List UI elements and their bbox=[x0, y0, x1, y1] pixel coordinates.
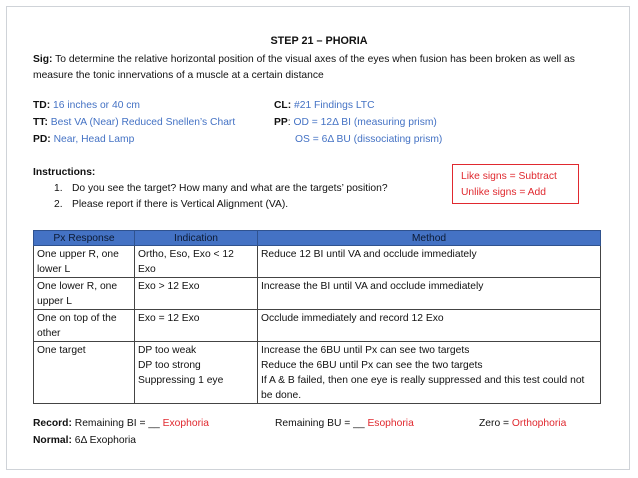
row4-response: One target bbox=[34, 342, 135, 404]
header-method: Method bbox=[258, 231, 601, 246]
signs-note-line-2: Unlike signs = Add bbox=[461, 187, 546, 198]
row1-indication: Ortho, Eso, Exo < 12 Exo bbox=[135, 246, 258, 278]
normal-value: 6Δ Exophoria bbox=[71, 435, 137, 446]
row2-indication: Exo > 12 Exo bbox=[135, 278, 258, 310]
row4-indication bbox=[135, 342, 258, 404]
record-label: Record: bbox=[33, 418, 72, 429]
sig-text: To determine the relative horizontal position of the visual axes of the eyes when fusion has been broken as well as measure the tonic innervations of a muscle at a certain distance bbox=[33, 54, 575, 81]
td-value: 16 inches or 40 cm bbox=[50, 100, 141, 111]
instructions-heading: Instructions: bbox=[33, 167, 96, 178]
pp-os-value: OS = 6Δ BU (dissociating prism) bbox=[295, 134, 443, 145]
row2-response: One lower R, one upper L bbox=[34, 278, 135, 310]
row1-method: Reduce 12 BI until VA and occlude immediately bbox=[258, 246, 601, 278]
row4-method-line-1: Increase the 6BU until Px can see two targets bbox=[261, 345, 470, 356]
record-line-zero bbox=[479, 417, 566, 430]
normal-line bbox=[33, 434, 136, 447]
record-zero-text: Zero = bbox=[479, 418, 512, 429]
pp-od-value: OD = 12Δ BI (measuring prism) bbox=[290, 117, 437, 128]
row3-method: Occlude immediately and record 12 Exo bbox=[258, 310, 601, 342]
table-row bbox=[34, 246, 601, 278]
record-bi-text: Remaining BI = __ bbox=[71, 418, 163, 429]
tt-value: Best VA (Near) Reduced Snellen’s Chart bbox=[47, 117, 236, 128]
record-zero-result: Orthophoria bbox=[511, 418, 567, 429]
row1-response: One upper R, one lower L bbox=[34, 246, 135, 278]
instruction-item-1-num: 1. bbox=[54, 183, 63, 194]
row3-indication: Exo = 12 Exo bbox=[135, 310, 258, 342]
sig-label: Sig: bbox=[33, 54, 53, 65]
record-bu-text: Remaining BU = __ bbox=[275, 418, 368, 429]
pp-field bbox=[274, 116, 437, 129]
cl-value: #21 Findings LTC bbox=[291, 100, 375, 111]
signs-note-line-1: Like signs = Subtract bbox=[461, 171, 557, 182]
record-bi-result: Exophoria bbox=[162, 418, 210, 429]
header-px-response: Px Response bbox=[34, 231, 135, 246]
normal-label: Normal: bbox=[33, 435, 72, 446]
pp-label: PP bbox=[274, 117, 288, 128]
table-header-row bbox=[34, 231, 601, 246]
signs-note-box bbox=[452, 164, 579, 204]
row4-indication-line-2: DP too strong bbox=[138, 360, 201, 371]
cl-field bbox=[274, 99, 375, 112]
td-field bbox=[33, 99, 140, 112]
instruction-item-2: Please report if there is Vertical Alignment (VA). bbox=[72, 199, 289, 210]
pd-value: Near, Head Lamp bbox=[50, 134, 135, 145]
sig-paragraph bbox=[33, 52, 608, 84]
table-row bbox=[34, 342, 601, 404]
header-indication: Indication bbox=[135, 231, 258, 246]
table-row bbox=[34, 278, 601, 310]
method-table bbox=[33, 230, 601, 404]
table-row bbox=[34, 310, 601, 342]
instruction-item-2-num: 2. bbox=[54, 199, 63, 210]
tt-field bbox=[33, 116, 235, 129]
pd-label: PD: bbox=[33, 134, 51, 145]
row4-method-line-2: Reduce the 6BU until Px can see the two targets bbox=[261, 360, 483, 371]
record-line-bu bbox=[275, 417, 414, 430]
page-title: STEP 21 – PHORIA bbox=[270, 35, 368, 47]
td-label: TD: bbox=[33, 100, 51, 111]
record-line-bi bbox=[33, 417, 209, 430]
row4-method-line-3: If A & B failed, then one eye is really suppressed and this test could not be done. bbox=[261, 375, 585, 401]
pp-colon: : bbox=[287, 117, 291, 128]
row4-method bbox=[258, 342, 601, 404]
cl-label: CL: bbox=[274, 100, 292, 111]
record-bu-result: Esophoria bbox=[367, 418, 414, 429]
instruction-item-1: Do you see the target? How many and what are the targets’ position? bbox=[72, 183, 388, 194]
pd-field bbox=[33, 133, 134, 146]
row4-indication-line-3: Suppressing 1 eye bbox=[138, 375, 224, 386]
tt-label: TT: bbox=[33, 117, 48, 128]
row2-method: Increase the BI until VA and occlude immediately bbox=[258, 278, 601, 310]
row4-indication-line-1: DP too weak bbox=[138, 345, 197, 356]
row3-response: One on top of the other bbox=[34, 310, 135, 342]
